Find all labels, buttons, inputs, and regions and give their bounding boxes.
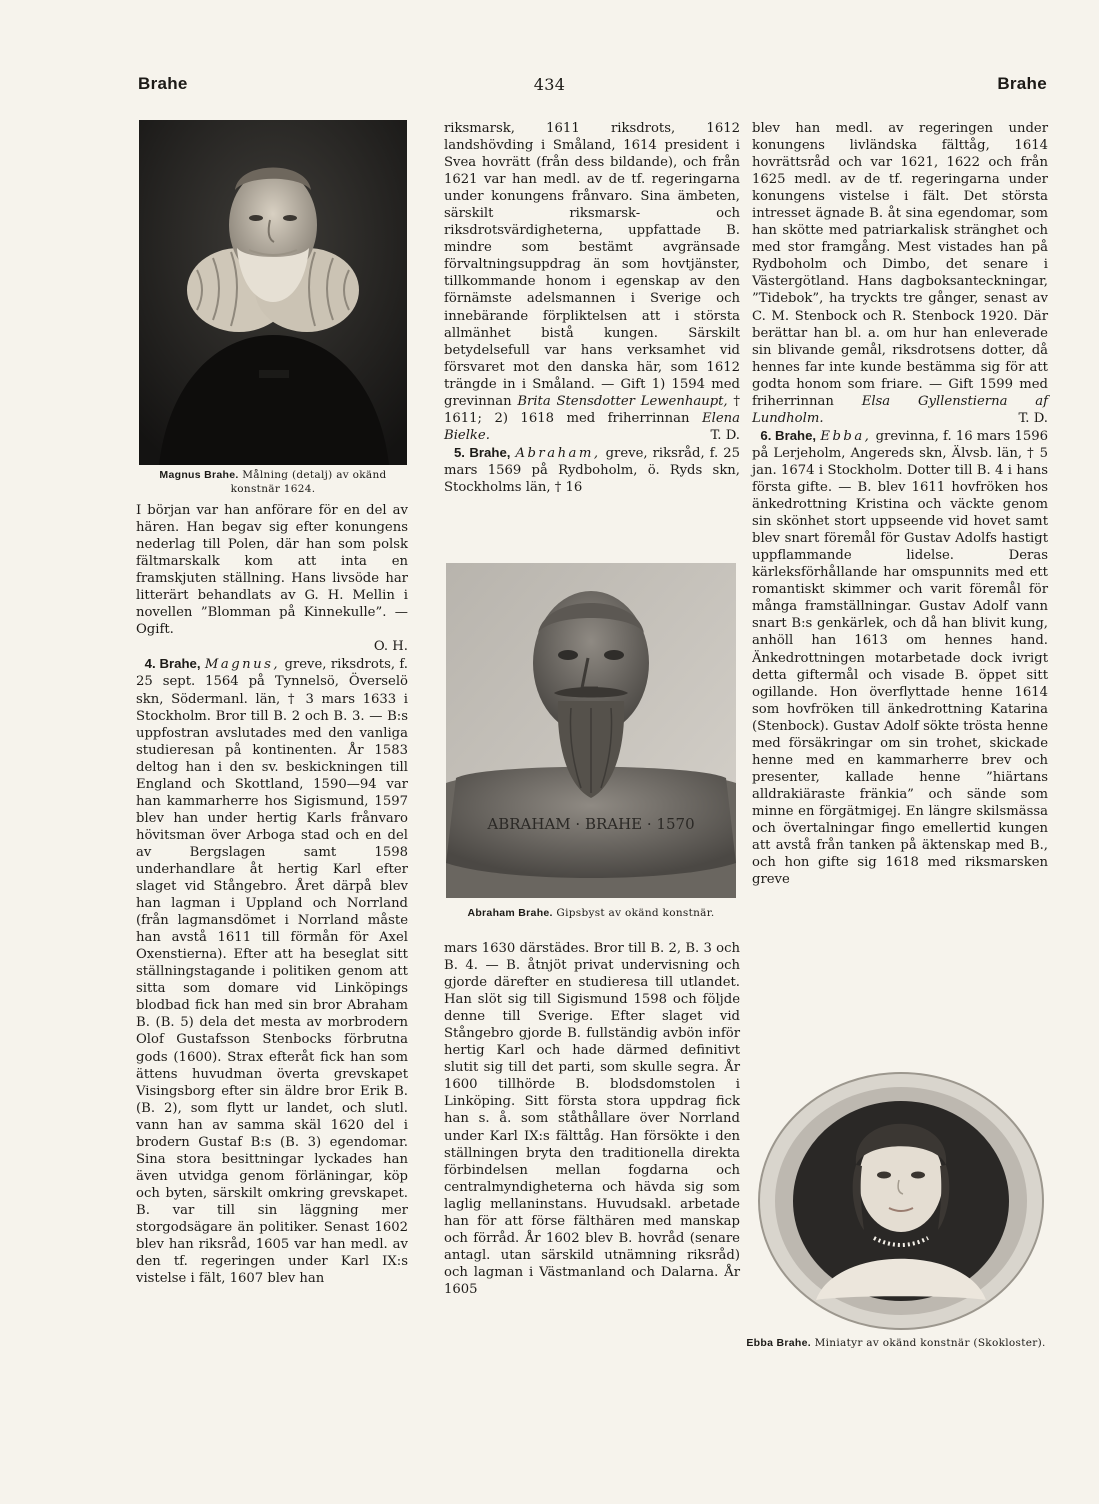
col3-paragraph-1 bbox=[752, 120, 1048, 427]
ebba-caption bbox=[746, 1336, 1046, 1350]
col2-signature: T. D. bbox=[710, 427, 740, 443]
page-number: 434 bbox=[533, 75, 566, 94]
abraham-caption bbox=[446, 906, 736, 920]
entry-5-number: 5. Brahe, bbox=[453, 444, 511, 460]
col2-p1-wife1: Brita Stensdotter Lewenhaupt, bbox=[517, 393, 728, 409]
running-head-left: Brahe bbox=[138, 74, 188, 93]
magnus-caption-text: Målning (detalj) av okänd konstnär 1624. bbox=[230, 469, 387, 495]
col1-signature: O. H. bbox=[373, 639, 408, 655]
entry-6-name: Ebba, bbox=[820, 428, 872, 444]
col2-p1-wife2: Elena Bielke. bbox=[444, 410, 740, 443]
col3-p1-wife: Elsa Gyllenstierna af Lundholm. bbox=[752, 393, 1048, 426]
running-head-right: Brahe bbox=[997, 74, 1047, 93]
magnus-caption-name: Magnus Brahe. bbox=[159, 469, 239, 481]
entry-6-number: 6. Brahe, bbox=[760, 427, 817, 443]
magnus-caption bbox=[139, 468, 407, 496]
column-2-bottom bbox=[444, 940, 740, 1298]
abraham-brahe-bust bbox=[446, 563, 736, 898]
col2-p1-text: riksmarsk, 1611 riksdrots, 1612 landshövding i Småland, 1614 president i Svea hovrätt (från dess bildande), och från 1621 var han medl. av de tf. regeringarna under konungens frånvaro. Sina ämbeten, särskilt riksmarsk- och riksdrotsvärdigheterna, uppfattade B. mindre som bestämt avgränsade förvaltningsuppdrag än som hovtjänster, tillkommande honom i egenskap av den förnämste adelsmannen i Sverige och innebärande förpliktelsen att i största allmänhet bistå kungen. Särskilt betydelsefull var hans verksamhet vid försvaret mot den danska här, som 1612 trängde in i Småland. — Gift 1) 1594 med grevinnan bbox=[444, 121, 740, 409]
ebba-caption-name: Ebba Brahe. bbox=[746, 1337, 811, 1349]
column-1 bbox=[136, 502, 408, 1287]
ebba-caption-text: Miniatyr av okänd konstnär (Skokloster). bbox=[814, 1337, 1046, 1349]
column-2-top bbox=[444, 120, 740, 496]
entry-5-text: greve, riksråd, f. 25 mars 1569 på Rydboholm, ö. Ryds skn, Stockholms län, † 16 bbox=[444, 445, 740, 496]
entry-4 bbox=[136, 655, 408, 1287]
entry-4-name: Magnus, bbox=[204, 657, 281, 673]
entry-6 bbox=[752, 427, 1048, 888]
magnus-brahe-portrait bbox=[139, 120, 407, 465]
col1-signature-line bbox=[136, 638, 408, 655]
col2-p1-mid: † 1611; 2) 1618 med friherrinnan bbox=[444, 393, 740, 426]
entry-4-text: greve, riksdrots, f. 25 sept. 1564 på Tynnelsö, Överselö skn, Södermanl. län, † 3 mars 1633 i Stockholm. Bror till B. 2 och B. 3. — B:s uppfostran avslutades med den vanliga studieresan på kontinenten. År 1583 deltog han i den sv. beskickningen till England och Skottland, 1590—94 var han kammarherre hos Sigismund, 1597 blev han under hertig Karls frånvaro hövitsman över Arboga stad och en del av Bergslagen samt 1598 underhandlare åt hertig Karl efter slaget vid Stångebro. Året därpå blev han lagman i Uppland och Norrland (från lagmansdömet i Norrland måste han avstå 1611 till förmån för Axel Oxenstierna). Efter att ha beseglat sitt ställningstagande i politiken genom att sitta som domare vid Linköpings blodbad fick han med sin bror Abraham B. (B. 5) dela det mesta av morbrodern Olof Gustafsson Stenbocks förbrutna gods (1600). Strax efteråt fick han som ättens huvudman överta grevskapet Visingsborg efter sin äldre bror Erik B. (B. 2), som flytt ur landet, och slutl. vann han av samma skäl 1620 del i brodern Gustaf B:s (B. 3) egendomar. Sina stora besittningar lyckades han även utvidga genom förläningar, köp och byten, särskilt omkring grevskapet. B. var till sin läggning mer storgodsägare än politiker. Senast 1602 blev han riksråd, 1605 var han medl. av den tf. regeringen under Karl IX:s vistelse i fält, 1607 blev han bbox=[136, 657, 408, 1287]
col3-p1-text: blev han medl. av regeringen under konungens livländska fälttåg, 1614 hovrättsråd och var 1621, 1622 och från 1625 medl. av de tf. regeringarna under konungens vistelse i fält. Det största intresset ägnade B. åt sina egendomar, som han skötte med patriarkalisk stränghet och med stor framgång. Mest vistades han på Rydboholm och Dimbo, det senare i Västergötland. Hans dagboksanteckningar, ”Tidebok”, ha tryckts tre gånger, senast av C. M. Stenbock och R. Stenbock 1920. Där berättar han bl. a. om hur han enleverade sin blivande gemål, riksdrotsens dotter, då hennes far inte kunde bestämma sig för att godta honom som friare. — Gift 1599 med friherrinnan bbox=[752, 121, 1048, 409]
ebba-brahe-miniature bbox=[756, 1070, 1046, 1332]
col2-paragraph-1 bbox=[444, 120, 740, 444]
column-3 bbox=[752, 120, 1048, 888]
entry-5 bbox=[444, 444, 740, 496]
abraham-caption-text: Gipsbyst av okänd konstnär. bbox=[556, 907, 715, 919]
abraham-caption-name: Abraham Brahe. bbox=[467, 907, 553, 919]
entry-5-name: Abraham, bbox=[515, 445, 601, 461]
col1-paragraph: I början var han anförare för en del av hären. Han begav sig efter konungens nederlag till Polen, där han som polsk fältmarskalk kom att inta en framskjuten ställning. Hans livsöde har litterärt behandlats av G. H. Mellin i novellen ”Blomman på Kinnekulle”. — Ogift. bbox=[136, 503, 408, 638]
col2-paragraph-2: mars 1630 därstädes. Bror till B. 2, B. 3 och B. 4. — B. åtnjöt privat undervisning och gjorde därefter en studieresa till utlandet. Han slöt sig till Sigismund 1598 och följde denne till Sverige. Efter slaget vid Stångebro gjorde B. fullständig avbön inför hertig Karl och hade därmed definitivt slutit sig till det parti, som skulle segra. År 1600 tillhörde B. blodsdomstolen i Linköping. Sitt första stora uppdrag fick han s. å. som ståthållare över Norrland under Karl IX:s fälttåg. Han försökte i den ställningen bryta den traditionella direkta förbindelsen mellan fogdarna och centralmyndigheterna och hävda sig som laglig mellaninstans. Huvudsakl. arbetade han för att förse fälthären med manskap och förråd. År 1602 blev B. hovråd (senare antagl. utan särskild utnämning riksråd) och lagman i Västmanland och Dalarna. År 1605 bbox=[444, 941, 740, 1297]
col3-signature: T. D. bbox=[1018, 410, 1048, 426]
entry-6-text: grevinna, f. 16 mars 1596 på Lerjeholm, Angereds skn, Älvsb. län, † 5 jan. 1674 i Stockholm. Dotter till B. 4 i hans första gifte. — B. blev 1611 hovfröken hos änkedrottning Kristina och väckte genom sin skönhet stort uppseende vid hovet samt blev snart föremål för Gustav Adolfs hastigt uppflammande lidelse. Deras kärleksförhållande har omspunnits med ett romantiskt skimmer och varit föremål för många framställningar. Gustav Adolf vann snart B:s genkärlek, och då han blivit kung, anhöll han 1613 om hennes hand. Änkedrottningen motarbetade dock ivrigt detta giftermål och visade B. öppet sitt ogillande. Hon överflyttade henne 1614 som hovfröken till änkedrottning Katarina (Stenbock). Gustav Adolf sökte trösta henne med försäkringar om sin trohet, skickade henne med en kammarherre brev och presenter, kallade henne ”hiärtans alldrakiäraste fränkia” och sände som minne en förgätmigej. En längre skilsmässa och övertalningar fingo emellertid kungen att avstå från tanken på äktenskap med B., och hon gifte sig 1618 med riksmarsken greve bbox=[752, 428, 1049, 888]
bust-inscription: ABRAHAM · BRAHE · 1570 bbox=[487, 815, 695, 833]
entry-4-number: 4. Brahe, bbox=[144, 656, 201, 672]
